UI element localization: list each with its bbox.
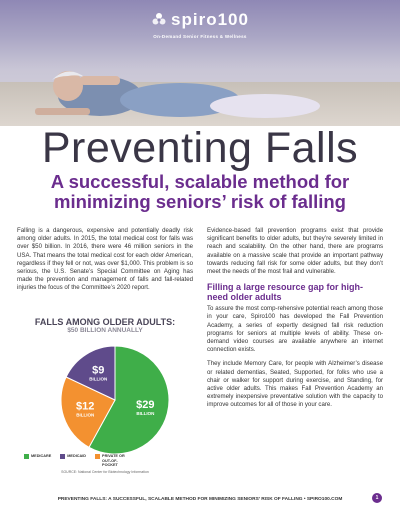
section-subhead: Filling a large resource gap for high-need older adults bbox=[207, 282, 364, 303]
brand-logo bbox=[0, 10, 400, 39]
legend-swatch-medicaid bbox=[60, 454, 65, 459]
hero-image bbox=[0, 0, 400, 126]
pie-unit-label: BILLION bbox=[89, 376, 108, 382]
logo-wordmark: spiro100 bbox=[171, 10, 249, 29]
fallen-senior-illustration bbox=[30, 56, 330, 124]
chart-title: FALLS AMONG OLDER ADULTS: bbox=[34, 317, 176, 327]
page-footer bbox=[0, 493, 400, 505]
legend-label-private: PRIVATE OR OUT-OF-POCKET bbox=[102, 454, 125, 467]
pie-chart bbox=[55, 340, 175, 460]
legend-label-medicare: MEDICARE bbox=[31, 454, 52, 458]
pie-value-label: $9 bbox=[92, 364, 105, 377]
left-column bbox=[17, 227, 193, 299]
page-number-badge: 1 bbox=[372, 493, 382, 503]
legend-swatch-medicare bbox=[24, 454, 29, 459]
chart-subtitle: $50 BILLION ANNUALLY bbox=[67, 327, 143, 334]
page-subtitle: A successful, scalable method for minimizing seniors’ risk of falling bbox=[50, 171, 350, 212]
page-title: Preventing Falls bbox=[41, 124, 359, 172]
legend-item-medicaid bbox=[60, 454, 86, 459]
legend-item-private bbox=[95, 454, 132, 468]
logo-tagline: On-Demand Senior Fitness & Wellness bbox=[153, 34, 247, 39]
intro-paragraph: Falling is a dangerous, expensive and potentially deadly risk among older adults. In 2015, the total medical cost for falls was over $50 billion. In 2016, there were 46 million seniors in the USA. That means the total medical cost for each older American, regardless if they fell or not, was over $1,000. This problem is so serious, the U.S. Senate’s Special Committee on Aging has made the prevention and management of falls and fall-related injuries the focus of the Committee’s 2020 report. bbox=[17, 227, 193, 292]
chart-legend bbox=[24, 454, 200, 468]
pie-value-label: $12 bbox=[76, 400, 95, 413]
right-paragraph-2: To assure the most comp-rehensive potential reach among those in your care, Spiro100 has developed the Fall Prevention Academy, a series of expertly designed fall risk reduction programs for seniors at multiple levels of ability. These on-demand video courses are available anywhere an internet connection exists. bbox=[207, 305, 383, 354]
pie-unit-label: BILLION bbox=[136, 410, 155, 416]
footer-text: PREVENTING FALLS: A SUCCESSFUL, SCALABLE METHOD FOR MINIMIZING SENIORS’ RISK OF FALLING • SPIRO100.COM bbox=[57, 496, 343, 502]
legend-item-medicare bbox=[24, 454, 51, 459]
pie-unit-label: BILLION bbox=[76, 412, 95, 418]
chart-source: SOURCE: National Center for Biotechnology Information bbox=[61, 470, 149, 474]
legend-swatch-private bbox=[95, 454, 100, 459]
right-paragraph-1: Evidence-based fall prevention programs exist that provide significant benefits to older adults, but they’re severely limited in reach and scalability. On the other hand, there are programs available on a massive scale that provide an important pathway towards reducing fall risk for some older adults, but they don’t meet the needs of the most frail and vulnerable. bbox=[207, 227, 383, 276]
right-paragraph-3: They include Memory Care, for people with Alzheimer’s disease or related dementias, Seated, Supported, for folks who use a chair or walker for support during exercise, and Standing, for active older adults. This makes Fall Prevention Academy an extremely inexpensive preventative solution with the capacity to improve outcomes for all of those in your care. bbox=[207, 360, 383, 409]
right-column bbox=[207, 227, 383, 416]
legend-label-medicaid: MEDICAID bbox=[67, 454, 87, 458]
pie-value-label: $29 bbox=[136, 398, 155, 411]
spiro-flower-icon bbox=[151, 12, 167, 28]
